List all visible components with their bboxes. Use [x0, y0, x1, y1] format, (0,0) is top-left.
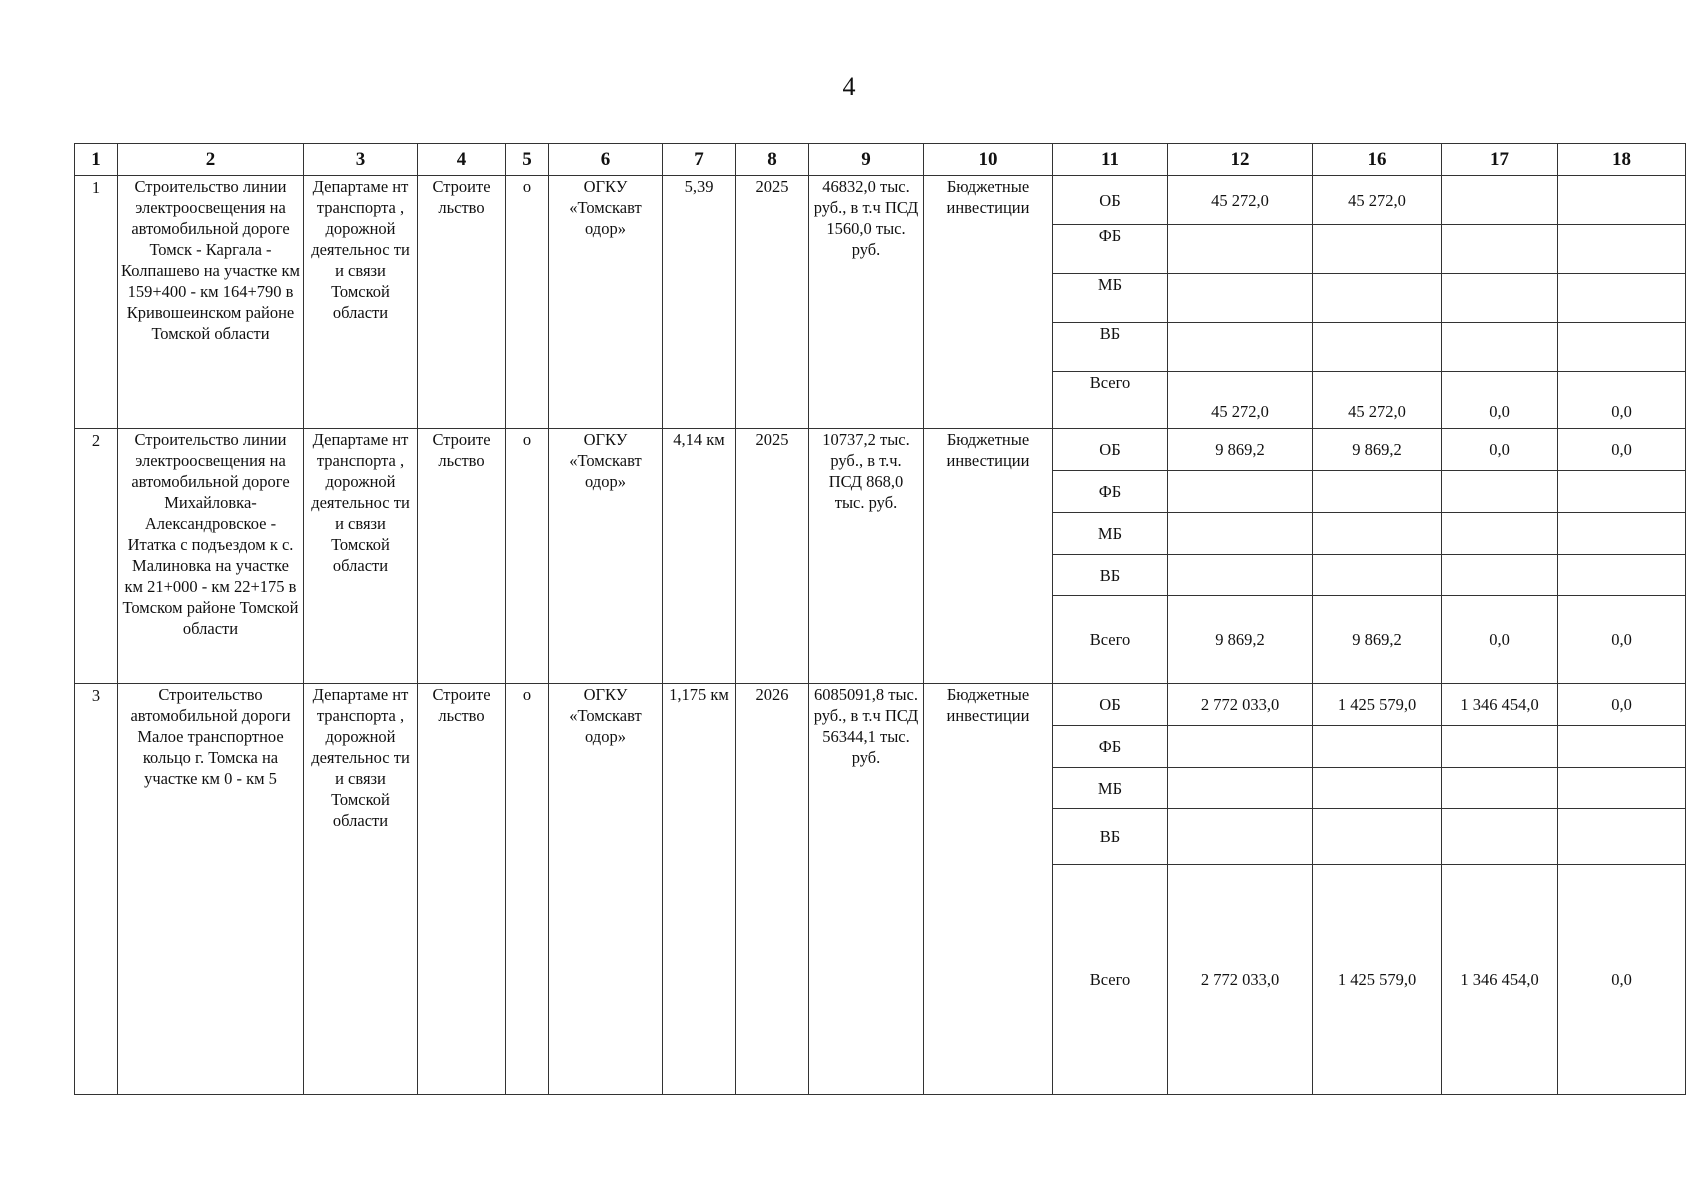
amount-col17: [1442, 513, 1558, 555]
column-header: 7: [663, 144, 736, 176]
project-work-type: Строите льство: [418, 684, 506, 1095]
amount-col17: [1442, 768, 1558, 809]
amount-col16: 1 425 579,0: [1313, 684, 1442, 726]
project-funding-type: Бюджетные инвестиции: [924, 429, 1053, 684]
funding-source: ФБ: [1053, 225, 1168, 274]
amount-col16: [1313, 274, 1442, 323]
project-year: 2025: [736, 176, 809, 429]
project-length: 5,39: [663, 176, 736, 429]
project-department: Департаме нт транспорта , дорожной деятельнос ти и связи Томской области: [304, 176, 418, 429]
project-col5: о: [506, 429, 549, 684]
column-header: 17: [1442, 144, 1558, 176]
amount-col16: [1313, 471, 1442, 513]
column-header: 6: [549, 144, 663, 176]
amount-col17: [1442, 176, 1558, 225]
amount-col18: [1558, 555, 1686, 596]
amount-col12: 2 772 033,0: [1168, 684, 1313, 726]
funding-source: ОБ: [1053, 684, 1168, 726]
project-cost: 10737,2 тыс. руб., в т.ч. ПСД 868,0 тыс. руб.: [809, 429, 924, 684]
amount-col17: [1442, 323, 1558, 372]
amount-col18: [1558, 225, 1686, 274]
project-name: Строительство линии электроосвещения на автомобильной дороге Михайловка-Александровское - Итатка с подъездом к с. Малиновка на участке км 21+000 - км 22+175 в Томском районе Томской области: [118, 429, 304, 684]
funding-source: ВБ: [1053, 323, 1168, 372]
header-row: [75, 144, 1686, 176]
column-header: 10: [924, 144, 1053, 176]
amount-col18: [1558, 513, 1686, 555]
amount-col18: [1558, 768, 1686, 809]
amount-col17: 0,0: [1442, 596, 1558, 684]
amount-col18: 0,0: [1558, 684, 1686, 726]
amount-col18: 0,0: [1558, 596, 1686, 684]
amount-col16: 45 272,0: [1313, 176, 1442, 225]
amount-col12: [1168, 323, 1313, 372]
column-header: 18: [1558, 144, 1686, 176]
amount-col12: [1168, 809, 1313, 865]
project-cost: 6085091,8 тыс. руб., в т.ч ПСД 56344,1 тыс. руб.: [809, 684, 924, 1095]
amount-col16: 45 272,0: [1313, 372, 1442, 429]
amount-col17: [1442, 726, 1558, 768]
amount-col12: 45 272,0: [1168, 176, 1313, 225]
funding-source: МБ: [1053, 513, 1168, 555]
project-year: 2025: [736, 429, 809, 684]
amount-col12: [1168, 225, 1313, 274]
amount-col12: 45 272,0: [1168, 372, 1313, 429]
funding-source: ОБ: [1053, 429, 1168, 471]
project-year: 2026: [736, 684, 809, 1095]
funding-source: ВБ: [1053, 809, 1168, 865]
funding-source: МБ: [1053, 274, 1168, 323]
funding-source: ВБ: [1053, 555, 1168, 596]
amount-col16: 1 425 579,0: [1313, 865, 1442, 1095]
amount-col18: [1558, 274, 1686, 323]
column-header: 5: [506, 144, 549, 176]
amount-col16: [1313, 513, 1442, 555]
amount-col17: [1442, 555, 1558, 596]
amount-col16: [1313, 809, 1442, 865]
project-funding-type: Бюджетные инвестиции: [924, 176, 1053, 429]
amount-col12: [1168, 555, 1313, 596]
project-number: 2: [75, 429, 118, 684]
project-customer: ОГКУ «Томскавт одор»: [549, 684, 663, 1095]
amount-col17: 0,0: [1442, 372, 1558, 429]
funding-source: ФБ: [1053, 726, 1168, 768]
project-customer: ОГКУ «Томскавт одор»: [549, 429, 663, 684]
amount-col18: [1558, 323, 1686, 372]
funding-source: ОБ: [1053, 176, 1168, 225]
amount-col12: 2 772 033,0: [1168, 865, 1313, 1095]
column-header: 8: [736, 144, 809, 176]
project-funding-type: Бюджетные инвестиции: [924, 684, 1053, 1095]
amount-col16: 9 869,2: [1313, 596, 1442, 684]
project-col5: о: [506, 176, 549, 429]
amount-col12: 9 869,2: [1168, 429, 1313, 471]
amount-col18: [1558, 176, 1686, 225]
project-name: Строительство автомобильной дороги Малое транспортное кольцо г. Томска на участке км 0 - км 5: [118, 684, 304, 1095]
amount-col12: [1168, 274, 1313, 323]
amount-col18: [1558, 726, 1686, 768]
amount-col12: 9 869,2: [1168, 596, 1313, 684]
project-work-type: Строите льство: [418, 176, 506, 429]
column-header: 12: [1168, 144, 1313, 176]
column-header: 1: [75, 144, 118, 176]
amount-col16: 9 869,2: [1313, 429, 1442, 471]
project-work-type: Строите льство: [418, 429, 506, 684]
funding-source: ФБ: [1053, 471, 1168, 513]
table-row: [75, 176, 1686, 225]
amount-col18: [1558, 471, 1686, 513]
amount-col17: 1 346 454,0: [1442, 684, 1558, 726]
amount-col18: 0,0: [1558, 429, 1686, 471]
amount-col17: 0,0: [1442, 429, 1558, 471]
amount-col12: [1168, 726, 1313, 768]
table-row: [75, 684, 1686, 726]
project-col5: о: [506, 684, 549, 1095]
investment-table: [74, 143, 1686, 1095]
amount-col18: [1558, 809, 1686, 865]
amount-col16: [1313, 225, 1442, 274]
amount-col17: [1442, 471, 1558, 513]
funding-source: Всего: [1053, 372, 1168, 429]
column-header: 16: [1313, 144, 1442, 176]
amount-col16: [1313, 555, 1442, 596]
amount-col17: [1442, 225, 1558, 274]
amount-col16: [1313, 768, 1442, 809]
amount-col18: 0,0: [1558, 865, 1686, 1095]
project-length: 1,175 км: [663, 684, 736, 1095]
amount-col17: 1 346 454,0: [1442, 865, 1558, 1095]
amount-col18: 0,0: [1558, 372, 1686, 429]
amount-col12: [1168, 513, 1313, 555]
project-customer: ОГКУ «Томскавт одор»: [549, 176, 663, 429]
project-department: Департаме нт транспорта , дорожной деятельнос ти и связи Томской области: [304, 429, 418, 684]
column-header: 2: [118, 144, 304, 176]
project-cost: 46832,0 тыс. руб., в т.ч ПСД 1560,0 тыс. руб.: [809, 176, 924, 429]
project-length: 4,14 км: [663, 429, 736, 684]
project-department: Департаме нт транспорта , дорожной деятельнос ти и связи Томской области: [304, 684, 418, 1095]
column-header: 3: [304, 144, 418, 176]
project-name: Строительство линии электроосвещения на автомобильной дороге Томск - Каргала - Колпашево на участке км 159+400 - км 164+790 в Кривошеинском районе Томской области: [118, 176, 304, 429]
funding-source: МБ: [1053, 768, 1168, 809]
funding-source: Всего: [1053, 865, 1168, 1095]
column-header: 9: [809, 144, 924, 176]
amount-col16: [1313, 323, 1442, 372]
amount-col12: [1168, 471, 1313, 513]
amount-col16: [1313, 726, 1442, 768]
funding-source: Всего: [1053, 596, 1168, 684]
page-number: 4: [842, 72, 856, 101]
column-header: 4: [418, 144, 506, 176]
amount-col17: [1442, 274, 1558, 323]
project-number: 1: [75, 176, 118, 429]
table-row: [75, 429, 1686, 471]
amount-col17: [1442, 809, 1558, 865]
amount-col12: [1168, 768, 1313, 809]
project-number: 3: [75, 684, 118, 1095]
column-header: 11: [1053, 144, 1168, 176]
